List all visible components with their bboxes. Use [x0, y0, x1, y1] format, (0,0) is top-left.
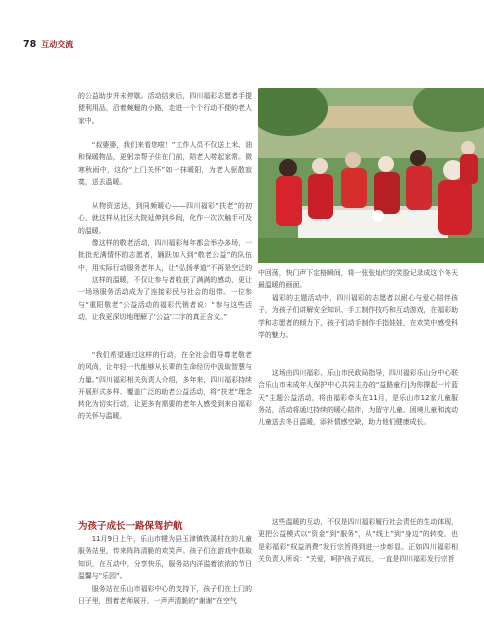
paragraph: “我们希望通过这样的行动，在全社会倡导尊老敬老的风尚，让年轻一代能够从长辈的生命经历中汲取智慧与力量。”四川福彩相关负责人介绍，多年来，四川福彩持续开展形式多样、覆盖广泛的助老公益活动，将“扶老”理念转化为切实行动，让更多有需要的老年人感受到来自福彩的关怀与温暖。: [78, 351, 252, 421]
paragraph: 这场由四川福彩、乐山市民政局指导，四川福彩乐山分中心联合乐山市未成年人保护中心共同主办的“益路童行|为你撑起一片蓝天”主题公益活动，将由福彩牵头在11月，是乐山市12家儿童服务站，活动将通过持续的暖心陪伴，为留守儿童、困境儿童和流动儿童送去冬日温暖，添补情感空缺，助力他们健康成长。: [258, 369, 458, 427]
paragraph: 从物资送达，到同频暖心——四川福彩“扶老”的初心，就这样从社区大院延伸到乡间，化作一次次触手可及的温暖。: [78, 202, 252, 235]
paragraph: 这样的温暖，不仅让参与者收获了满满的感动，更让一场场服务活动成为了连接彩民与社会的纽带。一位参与“重阳敬老”公益活动的福彩代销者说：“参与这些活动，让我更深切地理解了‘公益’二字的真正含义。”: [78, 276, 252, 321]
paragraph: “叔婆婆，我们来看您啦！”工作人员不仅送上米、油和保暖物品，更躬亲帮子住在门前，陪老人唠起家常。微寒秋雨中，这份“上门关怀”如一抹暖阳，为老人驱散寂寞，送去温暖。: [78, 141, 252, 186]
paragraph: 像这样的敬老活动，四川福彩每年都会举办多场，一批批充满情怀的志愿者，踊跃加入到“敬老公益”的队伍中，用实际行动服务老年人，让“弘扬孝道”不再是空泛的: [78, 239, 252, 272]
paragraph: 这些温暖的互动，不仅是四川福彩履行社会责任的生动体现，更把公益模式以“资金”到“服务”，从“线上”到“身边”的转变，也是彩福彩“权益消费”发行宗旨得到进一步彰显。正如四川福彩相关负责人所说：“关爱，呵护孩子成长，一直是四川福彩发行宗旨: [258, 518, 458, 563]
section-title: 互动交流: [41, 39, 74, 49]
paragraph: 福彩的主题活动中，四川福彩的志愿者以耐心与爱心陪伴孩子，为孩子们讲解安全知识、手工制作技巧和互动游戏，在福彩助学和志愿者的倾力下，孩子们动手制作手指娃娃，在欢笑中感受科学的魅力。: [258, 294, 458, 339]
paragraph: 的公益助步并未停歇。活动结束后，四川福彩志愿者手提便利用品，沿着蜿蜒的小路，走进一个个行动不便的老人家中。: [78, 92, 252, 125]
paragraph: 服务站在乐山市福彩中心的支持下，孩子们在上门的日子里，围着老师展开，一声声清脆的“谢谢”在空气: [78, 585, 252, 606]
event-photo: [258, 88, 484, 263]
section-heading: 为孩子成长一路保驾护航: [78, 521, 183, 532]
paragraph: 11月9日上午，乐山市犍为县玉津镇铁溪村在的儿童服务站里，传来阵阵清脆的欢笑声。孩子们在游戏中获取知识，在互动中，分享快乐，服务站内洋溢着浓浓的节日温馨与“乐园”。: [78, 535, 252, 580]
page-header: [23, 36, 73, 52]
page-number: 78: [23, 38, 37, 50]
paragraph: 中回荡，快门声下定格瞬间，将一张张灿烂的笑脸记录成这个冬天最温暖的画面。: [258, 269, 458, 290]
